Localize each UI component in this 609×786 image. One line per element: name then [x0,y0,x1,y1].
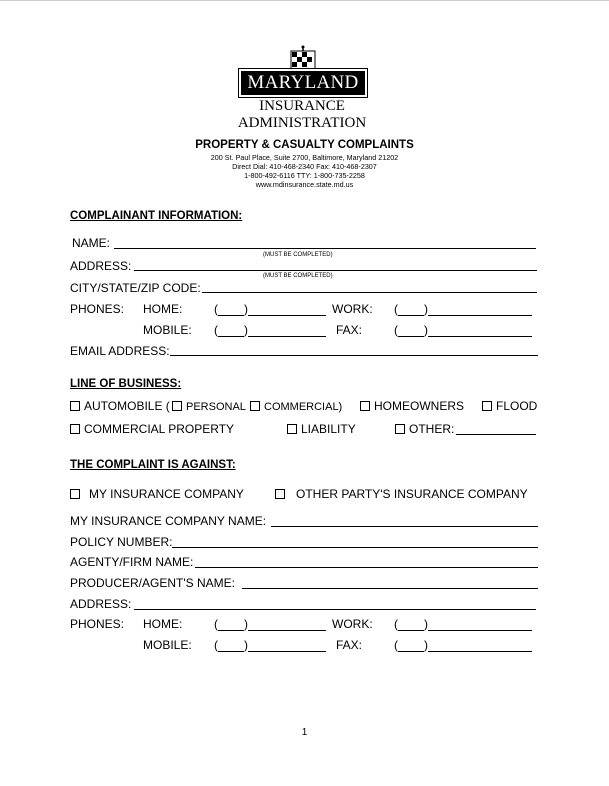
against-phones-label: PHONES: [70,617,125,631]
home-phone-field[interactable]: ( ) [214,302,326,316]
automobile-checkbox[interactable]: AUTOMOBILE ( [70,399,170,413]
checkbox-icon [275,489,285,499]
home-label: HOME: [143,302,183,316]
city-state-zip-field[interactable] [202,292,537,293]
commercial-property-checkbox[interactable]: COMMERCIAL PROPERTY [70,422,234,436]
address-field[interactable] [134,270,537,271]
must-complete-note-name: (MUST BE COMPLETED) [263,252,333,258]
against-mobile-label: MOBILE: [143,638,192,652]
logo-line-administration: ADMINISTRATION [237,115,367,131]
fax-field[interactable]: ( ) [394,323,532,337]
complaint-against-heading: THE COMPLAINT IS AGAINST: [70,459,236,471]
checkbox-icon [482,401,492,411]
checkbox-icon [250,401,260,411]
against-address-label: ADDRESS: [70,597,132,611]
form-title: PROPERTY & CASUALTY COMPLAINTS [195,139,414,151]
flood-checkbox[interactable]: FLOOD [482,399,537,413]
work-label: WORK: [332,302,373,316]
other-checkbox[interactable]: OTHER: [395,422,454,436]
mobile-label: MOBILE: [143,323,192,337]
name-field[interactable] [114,248,536,249]
checkbox-icon [360,401,370,411]
checkbox-icon [395,424,405,434]
phones-label: PHONES: [70,302,125,316]
page-top-border [0,0,609,1]
fax-label: FAX: [336,323,363,337]
against-address-field[interactable] [134,609,536,610]
complainant-heading: COMPLAINANT INFORMATION: [70,210,243,222]
against-mobile-phone-field[interactable]: ( ) [214,638,326,652]
commercial-checkbox[interactable]: COMMERCIAL) [250,399,342,414]
personal-checkbox[interactable]: PERSONAL [172,399,246,414]
line-of-business-heading: LINE OF BUSINESS: [70,378,182,390]
against-work-label: WORK: [332,617,373,631]
address-line-2: Direct Dial: 410-468-2340 Fax: 410-468-2307 [232,162,377,171]
checkbox-icon [70,489,80,499]
against-work-phone-field[interactable]: ( ) [394,617,532,631]
logo-wordmark: MARYLAND [241,71,365,95]
agency-name-label: AGENTY/FIRM NAME: [70,555,194,569]
city-state-zip-label: CITY/STATE/ZIP CODE: [70,281,201,295]
address-label: ADDRESS: [70,259,132,273]
checkbox-icon [70,424,80,434]
logo-wordmark-box [238,68,368,98]
agency-name-field[interactable] [195,567,538,568]
against-home-phone-field[interactable]: ( ) [214,617,326,631]
policy-number-label: POLICY NUMBER: [70,535,173,549]
liability-checkbox[interactable]: LIABILITY [287,422,356,436]
email-label: EMAIL ADDRESS: [70,344,170,358]
address-line-1: 200 St. Paul Place, Suite 2700, Baltimore, Maryland 21202 [210,153,399,162]
page-number: 1 [301,727,308,738]
homeowners-checkbox[interactable]: HOMEOWNERS [360,399,464,413]
other-field[interactable] [456,434,536,435]
against-home-label: HOME: [143,617,183,631]
email-field[interactable] [170,355,538,356]
company-name-field[interactable] [271,526,538,527]
website: www.mdinsurance.state.md.us [255,180,354,189]
against-fax-label: FAX: [336,638,363,652]
producer-name-label: PRODUCER/AGENT'S NAME: [70,576,235,590]
logo-line-insurance: INSURANCE [259,98,345,114]
mobile-phone-field[interactable]: ( ) [214,323,326,337]
checkbox-icon [287,424,297,434]
against-fax-field[interactable]: ( ) [394,638,532,652]
checkbox-icon [172,401,182,411]
company-name-label: MY INSURANCE COMPANY NAME: [70,514,267,528]
checkbox-icon [70,401,80,411]
name-label: NAME: [72,236,111,250]
producer-name-field[interactable] [242,588,538,589]
address-line-3: 1-800-492-6116 TTY: 1-800-735-2258 [244,171,365,180]
work-phone-field[interactable]: ( ) [394,302,532,316]
other-party-company-checkbox[interactable]: OTHER PARTY'S INSURANCE COMPANY [275,487,528,501]
must-complete-note-address: (MUST BE COMPLETED) [263,273,333,279]
policy-number-field[interactable] [172,547,538,548]
my-insurance-company-checkbox[interactable]: MY INSURANCE COMPANY [70,487,244,501]
